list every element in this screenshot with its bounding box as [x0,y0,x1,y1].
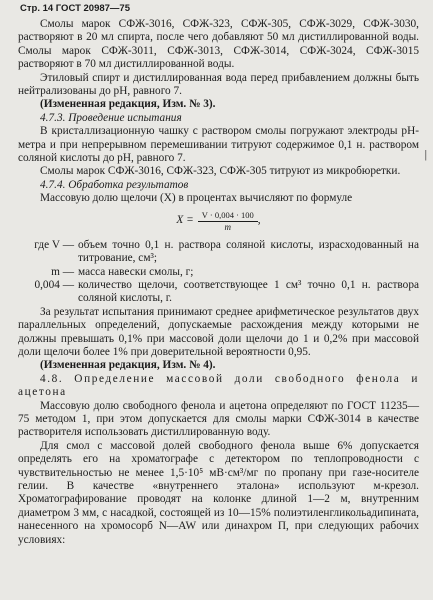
formula-fraction [198,210,258,233]
revision-note-3: (Измененная редакция, Изм. № 3). [40,98,216,111]
definition-symbol: 0,004 — [34,278,74,291]
definition-m [18,266,419,279]
definition-symbol: где V — [34,238,74,251]
formula-denominator: m [224,221,232,232]
section-4-8-heading: 4.8. Определение массовой доли свободного фенола и ацетона [18,372,419,399]
definition-text: объем точно 0,1 н. раствора соляной кислоты, израсходованный на титрование, см³; [78,238,419,265]
definition-v [18,239,419,266]
formula-end: , [257,214,261,227]
paragraph-chromatography: Для смол с массовой долей свободного фенола выше 6% допускается определять его на хроматографе с детектором по теплопроводности с чувствительностью не менее 1,5·10⁵ мВ·см³/мг по пропану при газе-носителе гелии. В качестве «внутреннего эталона» используют м-крезол. Хроматографирование проводят на колонке длиной 1—2 м, внутренним диаметром 3 мм, с насадкой, состоящей из 10—15% полиэтиленгликольадипината, нанесенного на хромосорб N—AW или динахром П, при следующих рабочих условиях: [18,439,419,546]
revision-note-4: (Измененная редакция, Изм. № 4). [40,359,216,372]
definition-0004 [18,279,419,306]
paragraph-resin-dissolving: Смолы марок СФЖ-3016, СФЖ-323, СФЖ-305, СФЖ-3029, СФЖ-3030, растворяют в 20 мл спирта, после чего добавляют 50 мл дистиллированной воды. Смолы марок СФЖ-3011, СФЖ-3013, СФЖ-3014, СФЖ-3024, СФЖ-3015 растворяют в 70 мл дистиллированной воды. [18,18,419,71]
definition-text: количество щелочи, соответствующее 1 см³ точно 0,1 н. раствора соляной кислоты, г. [78,278,419,305]
paragraph-titration: В кристаллизационную чашку с раствором смолы погружают электроды pH-метра и при непрерывном перемешивании титруют содержимое 0,1 н. раствором соляной кислоты до pH, равного 7. [18,125,419,165]
paragraph-microburette: Смолы марок СФЖ-3016, СФЖ-323, СФЖ-305 титруют из микробюретки. [40,165,401,178]
definition-text: масса навески смолы, г; [78,265,194,278]
paragraph-phenol-method: Массовую долю свободного фенола и ацетона определяют по ГОСТ 11235—75 методом 1, при этом допускается для смолы марки СФЖ-3014 в качестве растворителя использовать дистиллированную воду. [18,399,419,439]
paragraph-formula-intro: Массовую долю щелочи (X) в процентах вычисляют по формуле [40,192,353,205]
section-4-7-3-heading: 4.7.3. Проведение испытания [40,111,182,124]
margin-mark: | [424,147,427,161]
formula-lhs: X = [176,214,194,227]
alkali-formula [18,210,419,233]
paragraph-neutralization: Этиловый спирт и дистиллированная вода перед прибавлением должны быть нейтрализованы до pH, равного 7. [18,71,419,98]
paragraph-result: За результат испытания принимают среднее арифметическое результатов двух параллельных определений, допускаемые расхождения между которыми не должны превышать 0,1% при массовой доли щелочи до 1 и 0,2% при массовой доли щелочи более 1% при доверительной вероятности 0,95. [18,305,419,358]
formula-numerator: V · 0,004 · 100 [198,210,258,222]
definition-symbol: m — [51,265,74,278]
page-header: Стр. 14 ГОСТ 20987—75 [20,3,131,14]
section-4-7-4-heading: 4.7.4. Обработка результатов [40,178,189,191]
